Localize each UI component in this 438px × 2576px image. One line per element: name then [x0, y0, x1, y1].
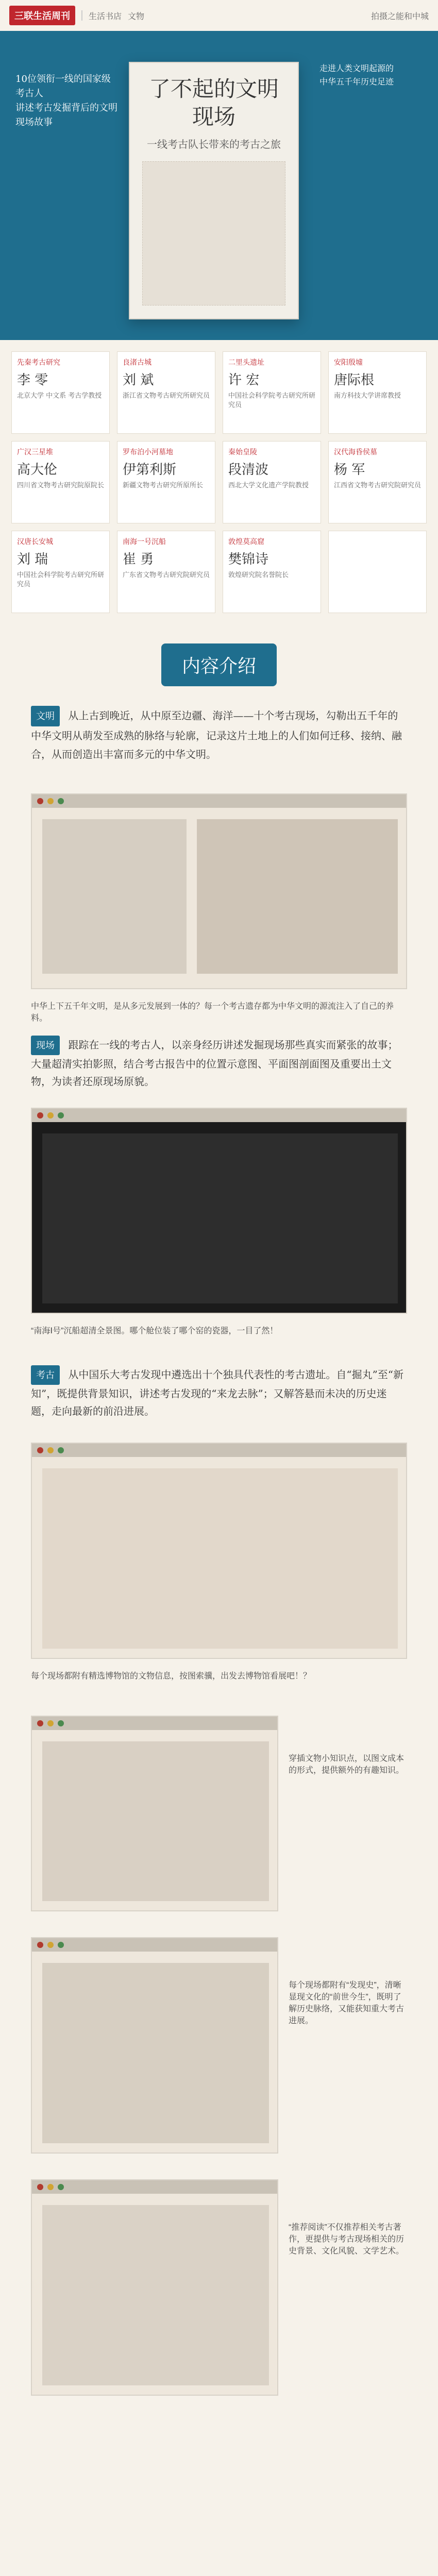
- panel-1-gallery: [197, 819, 398, 974]
- experts-section: [0, 340, 438, 629]
- expert-role: 罗布泊小河墓地: [123, 448, 173, 456]
- book-title: 了不起的文明现场: [148, 76, 279, 129]
- expert-role: 先秦考古研究: [17, 358, 60, 366]
- expert-role: 广汉三星堆: [17, 448, 53, 456]
- hero-left-line-2: 讲述考古发掘背后的文明现场故事: [15, 103, 117, 128]
- hero-left-line-1: 10位领衔一线的国家级考古人: [15, 74, 111, 99]
- window-dot-red: [37, 2184, 43, 2190]
- hero-right-text: [319, 62, 423, 89]
- section-header: [0, 634, 438, 696]
- expert-name: 杨 军: [334, 462, 365, 478]
- window-dot-green: [58, 2184, 64, 2190]
- expert-name: 刘 瑞: [17, 552, 48, 567]
- expert-role: 南海一号沉船: [123, 537, 166, 546]
- expert-name: 李 零: [17, 372, 48, 388]
- brand-tagline: 拍摄之能和中城: [370, 12, 429, 21]
- window-dot-yellow: [47, 1942, 54, 1948]
- scene-paragraph: [31, 1036, 407, 1090]
- panel-title-bar: [32, 1109, 406, 1122]
- expert-role: 二里头遗址: [228, 358, 264, 366]
- experts-grid: [11, 351, 427, 613]
- expert-role: 汉唐长安城: [17, 537, 53, 546]
- hero-right-line-1: 走进人类文明起源的: [319, 63, 394, 73]
- panel-6-image: [42, 2205, 269, 2385]
- expert-org: 江西省文物考古研究院研究员: [334, 482, 422, 489]
- panel-title-bar: [32, 1444, 406, 1457]
- expert-card-empty: [328, 531, 427, 613]
- expert-org: 广东省文物考古研究院研究员: [123, 571, 210, 579]
- expert-card: [11, 531, 110, 613]
- expert-name: 刘 斌: [123, 372, 154, 388]
- panel-1-caption: 中华上下五千年文明，是从多元发展到一体的？每一个考古遗存都为中华文明的源流注入了自己的养料。: [31, 1002, 394, 1023]
- screenshot-panel-4: [31, 1716, 278, 1911]
- window-dot-green: [58, 1447, 64, 1453]
- expert-org: 浙江省文物考古研究所研究员: [123, 392, 210, 400]
- expert-card: [223, 351, 321, 434]
- window-dot-yellow: [47, 1720, 54, 1726]
- expert-role: 良渚古城: [123, 358, 151, 366]
- panel-3-image: [42, 1468, 398, 1649]
- book-cover: [129, 62, 299, 319]
- panel-6-note: “推荐阅读”不仅推荐相关考古著作，更提供与考古现场相关的历史背景、文化风貌、文学艺术。: [289, 2223, 405, 2256]
- expert-org: 南方科技大学讲席教授: [334, 392, 401, 400]
- intro-text: 从上古到晚近，从中原至边疆、海洋——十个考古现场，勾勒出五千年的中华文明从萌发至成熟的脉络与轮廓，记录这片土地上的人们如何迁移、接纳、融合，从而创造出丰富而多元的中华文明。: [31, 709, 402, 760]
- window-dot-green: [58, 1942, 64, 1948]
- screenshot-panel-1: [31, 793, 407, 989]
- window-dot-green: [58, 798, 64, 804]
- scene-tag: 现场: [31, 1036, 60, 1055]
- window-dot-yellow: [47, 1112, 54, 1118]
- expert-name: 段清波: [228, 462, 269, 478]
- screenshot-panel-6: [31, 2179, 278, 2396]
- window-dot-red: [37, 798, 43, 804]
- brand-bar: [0, 0, 438, 31]
- panel-5-note: 每个现场都附有“发现史”，清晰显现文化的“前世今生”，既明了解历史脉络，又能获知重大考古进展。: [289, 1981, 405, 2025]
- expert-org: 中国社会科学院考古研究所研究员: [228, 392, 316, 409]
- expert-org: 中国社会科学院考古研究所研究员: [17, 571, 105, 588]
- panel-title-bar: [32, 2180, 277, 2194]
- brand-logo: 三联生活周刊: [9, 6, 75, 25]
- panel-title-bar: [32, 1717, 277, 1730]
- expert-org: 敦煌研究院名誉院长: [228, 571, 289, 579]
- expert-role: 安阳殷墟: [334, 358, 363, 366]
- expert-card: [117, 351, 215, 434]
- panel-4-image: [42, 1741, 269, 1901]
- window-dot-yellow: [47, 798, 54, 804]
- screenshot-panel-5: [31, 1937, 278, 2154]
- expert-card: [11, 441, 110, 523]
- expert-card: [223, 441, 321, 523]
- screenshot-panel-3: [31, 1443, 407, 1659]
- panel-title-bar: [32, 794, 406, 808]
- expert-card: [328, 351, 427, 434]
- intro-paragraph: [31, 706, 407, 764]
- expert-card: [117, 441, 215, 523]
- brand-third: 文物: [128, 12, 145, 21]
- window-dot-red: [37, 1447, 43, 1453]
- expert-name: 樊锦诗: [228, 552, 269, 567]
- window-dot-yellow: [47, 2184, 54, 2190]
- window-dot-red: [37, 1720, 43, 1726]
- window-dot-green: [58, 1112, 64, 1118]
- expert-role: 秦始皇陵: [228, 448, 257, 456]
- intro-tag: 文明: [31, 706, 60, 726]
- expert-card: [223, 531, 321, 613]
- expert-role: 汉代海昏侯墓: [334, 448, 377, 456]
- book-subtitle: 一线考古队长带来的考古之旅: [147, 138, 281, 150]
- book-illustration: [142, 161, 285, 306]
- window-dot-green: [58, 1720, 64, 1726]
- archaeology-tag: 考古: [31, 1365, 60, 1385]
- expert-name: 高大伦: [17, 462, 58, 478]
- expert-card: [117, 531, 215, 613]
- window-dot-red: [37, 1942, 43, 1948]
- expert-org: 四川省文物考古研究院原院长: [17, 482, 105, 489]
- scene-text: 跟踪在一线的考古人，以亲身经历讲述发掘现场那些真实而紧张的故事；大量超清实拍影照，结合考古报告中的位置示意图、平面图剖面图及重要出土文物，为读者还原现场原貌。: [31, 1039, 398, 1088]
- expert-org: 北京大学 中文系 考古学教授: [17, 392, 102, 400]
- expert-name: 许 宏: [228, 372, 260, 388]
- hero-left-text: [15, 72, 119, 130]
- panel-3-caption: 每个现场都附有精选博物馆的文物信息，按图索骥，出发去博物馆看展吧！？: [31, 1672, 312, 1681]
- screenshot-panel-2: [31, 1108, 407, 1314]
- brand-second: 生活书店: [89, 12, 122, 21]
- section-title: 内容介绍: [161, 643, 277, 686]
- panel-1-image: [42, 819, 187, 974]
- archaeology-text: 从中国乐大考古发现中遴选出十个独具代表性的考古遗址。自“掘丸”至“新知”，既提供背景知识，讲述考古发现的“来龙去脉”；又解答悬而未决的历史迷题，走向最新的前沿进展。: [31, 1368, 404, 1417]
- expert-org: 新疆文物考古研究所原所长: [123, 482, 204, 489]
- window-dot-red: [37, 1112, 43, 1118]
- expert-org: 西北大学文化遗产学院教授: [228, 482, 309, 489]
- hero-right-line-2: 中华五千年历史足迹: [319, 77, 394, 87]
- expert-name: 崔 勇: [123, 552, 154, 567]
- expert-role: 敦煌莫高窟: [228, 537, 264, 546]
- panel-2-caption: “南海Ⅰ号”沉船超清全景图。哪个舱位装了哪个窑的瓷器，一目了然！: [31, 1327, 278, 1335]
- window-dot-yellow: [47, 1447, 54, 1453]
- panel-4-note: 穿插文物小知识点，以图文成本的形式，提供额外的有趣知识。: [289, 1754, 405, 1775]
- brand-separator: [81, 10, 82, 21]
- expert-card: [11, 351, 110, 434]
- archaeology-paragraph: [31, 1365, 407, 1420]
- expert-name: 唐际根: [334, 372, 375, 388]
- panel-title-bar: [32, 1938, 277, 1952]
- expert-name: 伊第利斯: [123, 462, 177, 478]
- expert-card: [328, 441, 427, 523]
- panel-5-image: [42, 1963, 269, 2143]
- panel-2-image: [42, 1133, 398, 1303]
